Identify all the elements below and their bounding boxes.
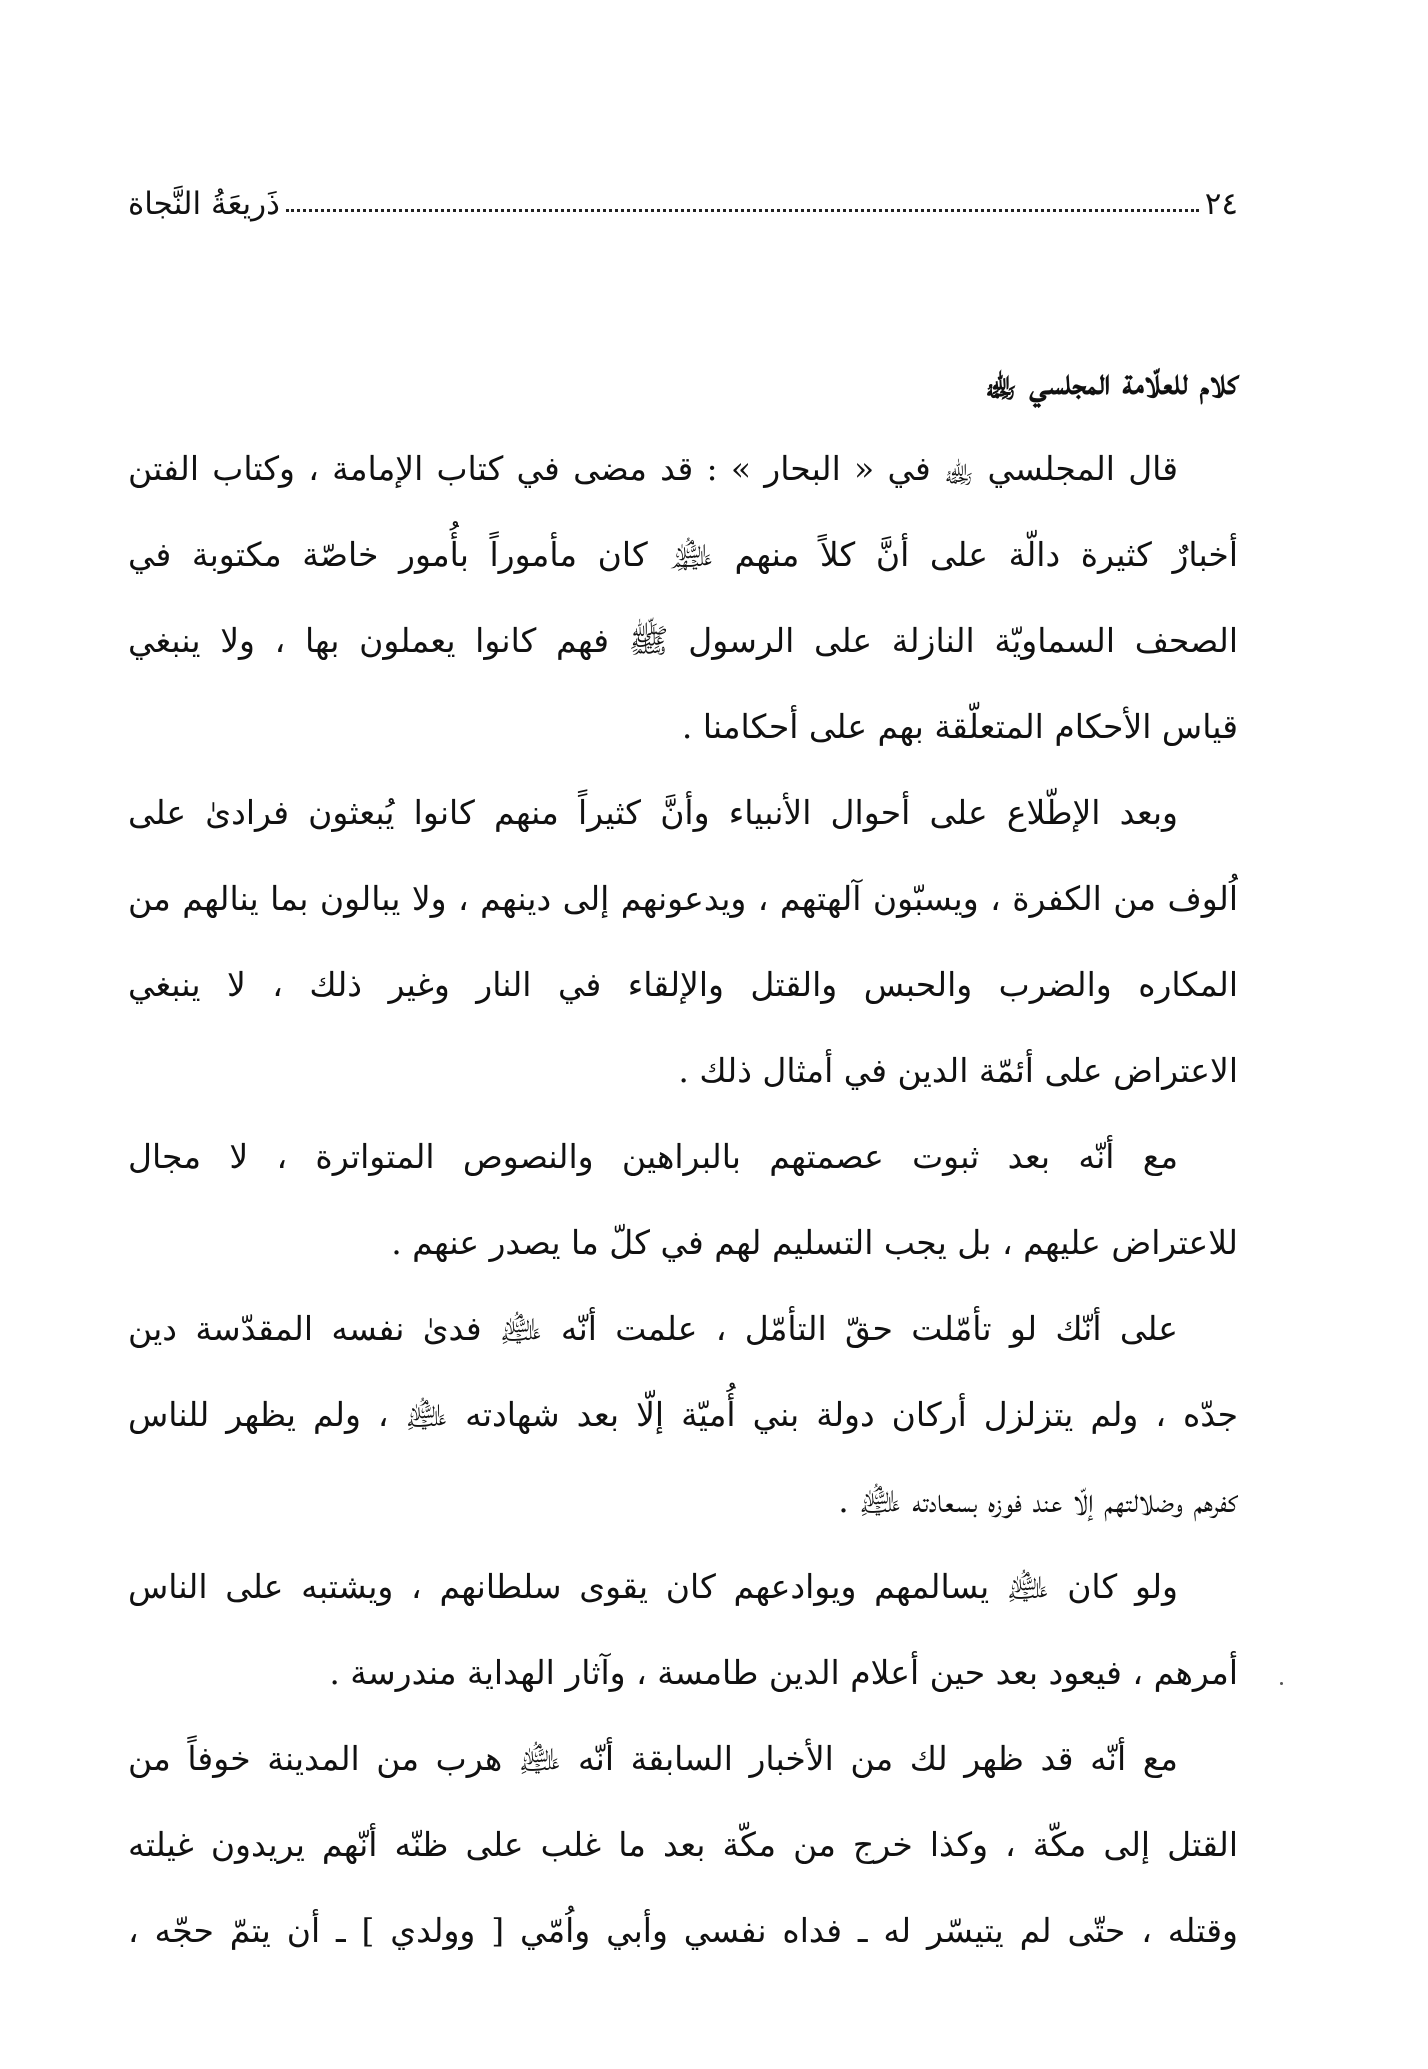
running-title: ذَريعَةُ النَّجاة	[128, 186, 280, 222]
text-line: ولو كان ﵇ يسالمهم ويوادعهم كان يقوى سلطانهم ، ويشتبه على الناس	[128, 1567, 1178, 1606]
text-line: أمرهم ، فيعود بعد حين أعلام الدين طامسة ، وآثار الهداية مندرسة .	[329, 1653, 1238, 1692]
text-line: القتل إلى مكّة ، وكذا خرج من مكّة بعد ما غلب على ظنّه أنّهم يريدون غيلته	[128, 1825, 1238, 1864]
text-line: قال المجلسي ﵀ في « البحار » : قد مضى في كتاب الإمامة ، وكتاب الفتن	[128, 449, 1178, 488]
header-leader-dots	[286, 209, 1199, 212]
text-line: وقتله ، حتّى لم يتيسّر له ـ فداه نفسي وأبي واُمّي [ وولدي ] ـ أن يتمّ حجّه ،	[128, 1911, 1238, 1950]
text-line: الاعتراض على أئمّة الدين في أمثال ذلك .	[678, 1051, 1238, 1090]
text-line: كفرهم وضلالتهم إلّا عند فوزه بسعادته ﵇ .	[838, 1481, 1238, 1520]
text-line: على أنّك لو تأمّلت حقّ التأمّل ، علمت أنّه ﵇ فدىٰ نفسه المقدّسة دين	[128, 1309, 1178, 1348]
text-line: وبعد الإطّلاع على أحوال الأنبياء وأنَّ كثيراً منهم كانوا يُبعثون فرادىٰ على	[128, 793, 1178, 832]
page-header	[128, 172, 1238, 220]
text-line: المكاره والضرب والحبس والقتل والإلقاء في النار وغير ذلك ، لا ينبغي	[128, 965, 1238, 1004]
text-line: مع أنّه بعد ثبوت عصمتهم بالبراهين والنصوص المتواترة ، لا مجال	[128, 1137, 1178, 1176]
page-number: ٢٤	[1204, 186, 1238, 222]
text-line: للاعتراض عليهم ، بل يجب التسليم لهم في كلّ ما يصدر عنهم .	[391, 1223, 1238, 1262]
text-line: الصحف السماويّة النازلة على الرسول ﷺ فهم كانوا يعملون بها ، ولا ينبغي	[128, 621, 1238, 660]
text-line: اُلوف من الكفرة ، ويسبّون آلهتهم ، ويدعونهم إلى دينهم ، ولا يبالون بما ينالهم من	[128, 879, 1238, 918]
main-text	[128, 340, 1238, 1974]
margin-speck	[1280, 1682, 1283, 1685]
text-line: مع أنّه قد ظهر لك من الأخبار السابقة أنّه ﵇ هرب من المدينة خوفاً من	[128, 1739, 1178, 1778]
text-line: قياس الأحكام المتعلّقة بهم على أحكامنا .	[681, 707, 1238, 746]
text-line: أخبارٌ كثيرة دالّة على أنَّ كلاً منهم ﵈ كان مأموراً بأُمور خاصّة مكتوبة في	[128, 535, 1238, 574]
text-line: جدّه ، ولم يتزلزل أركان دولة بني أُميّة إلّا بعد شهادته ﵇ ، ولم يظهر للناس	[128, 1395, 1238, 1434]
section-heading: كلام للعلّامة المجلسي ﵀	[985, 362, 1238, 403]
